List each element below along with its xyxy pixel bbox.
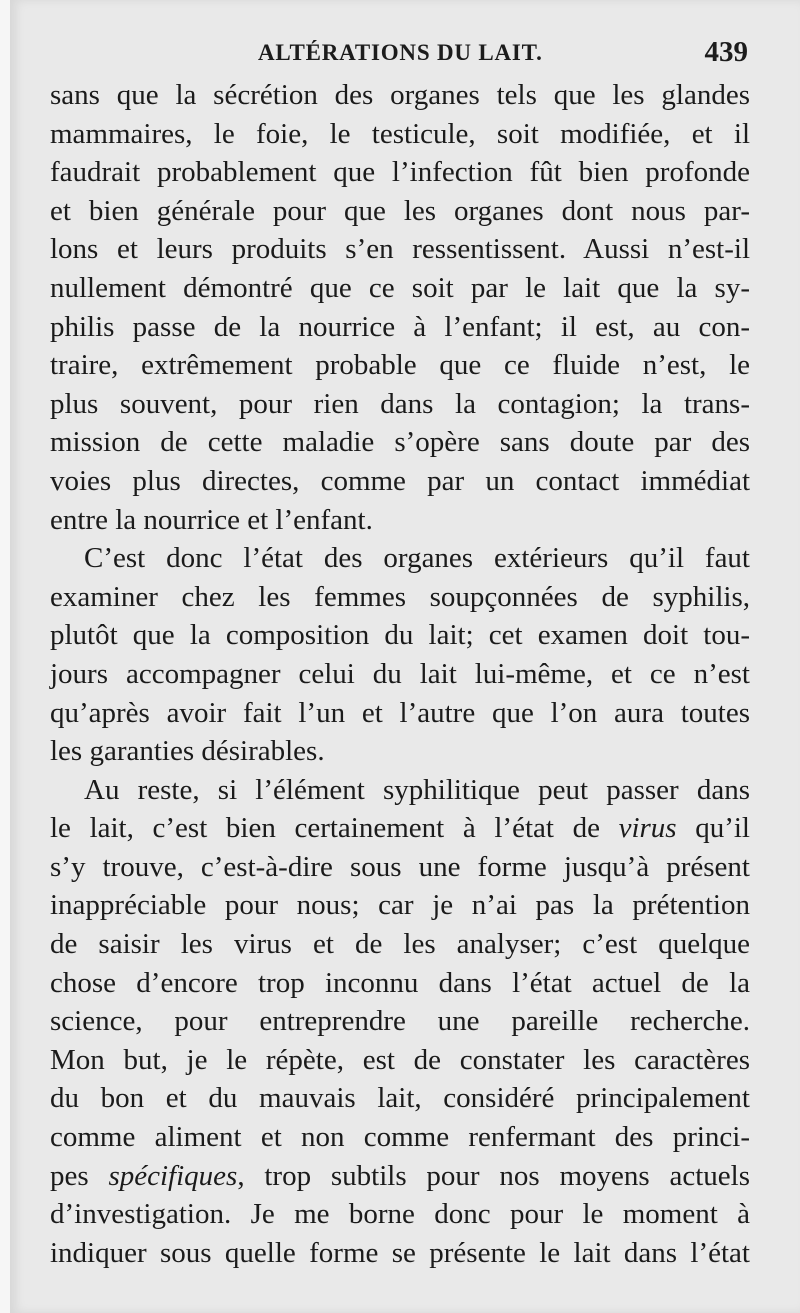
page-left-margin: [0, 0, 10, 1313]
text-line: jours accompagner celui du lait lui-même, et ce n’est: [50, 657, 750, 690]
text-line: et bien générale pour que les organes dont nous par-: [50, 194, 750, 227]
text-fragment: , trop subtils pour nos moyens actuels: [237, 1159, 750, 1192]
text-line: plutôt que la composition du lait; cet examen doit tou-: [50, 619, 750, 652]
page-number: 439: [704, 36, 748, 68]
page-header: [50, 36, 750, 76]
italic-term: spécifiques: [108, 1159, 238, 1192]
text-line: examiner chez les femmes soupçonnées de syphilis,: [50, 580, 750, 613]
text-line: mammaires, le foie, le testicule, soit modifiée, et il: [50, 117, 750, 150]
text-line-with-italic: [50, 1157, 750, 1196]
text-fragment: pes: [50, 1159, 89, 1192]
text-line: comme aliment et non comme renfermant des princi-: [50, 1121, 750, 1154]
text-line: traire, extrêmement probable que ce fluide n’est, le: [50, 349, 750, 382]
text-line: C’est donc l’état des organes extérieurs qu’il faut: [84, 542, 750, 575]
text-line-with-italic: [50, 809, 750, 848]
body-text: [50, 76, 750, 1272]
text-line: d’investigation. Je me borne donc pour le moment à: [50, 1198, 750, 1231]
text-line: voies plus directes, comme par un contact immédiat: [50, 464, 750, 497]
text-line: nullement démontré que ce soit par le lait que la sy-: [50, 271, 750, 304]
text-line: Au reste, si l’élément syphilitique peut passer dans: [84, 773, 750, 806]
text-line: du bon et du mauvais lait, considéré principalement: [50, 1082, 750, 1115]
text-line: lons et leurs produits s’en ressentissent. Aussi n’est-il: [50, 233, 750, 266]
text-line: s’y trouve, c’est-à-dire sous une forme jusqu’à présent: [50, 850, 750, 883]
text-line: philis passe de la nourrice à l’enfant; il est, au con-: [50, 310, 750, 343]
text-fragment: le lait, c’est bien certainement à l’état de: [50, 812, 600, 845]
text-line: entre la nourrice et l’enfant.: [50, 503, 373, 536]
text-fragment: qu’il: [695, 812, 750, 845]
text-line: chose d’encore trop inconnu dans l’état actuel de la: [50, 966, 750, 999]
text-line: de saisir les virus et de les analyser; c’est quelque: [50, 928, 750, 961]
text-line: sans que la sécrétion des organes tels que les glandes: [50, 79, 750, 111]
text-line: les garanties désirables.: [50, 735, 325, 768]
text-line: mission de cette maladie s’opère sans doute par des: [50, 426, 750, 459]
text-line: faudrait probablement que l’infection fût bien profonde: [50, 156, 750, 189]
text-line: Mon but, je le répète, est de constater les caractères: [50, 1043, 750, 1076]
running-head: ALTÉRATIONS DU LAIT.: [258, 40, 543, 65]
text-line: plus souvent, pour rien dans la contagion; la trans-: [50, 387, 750, 420]
italic-term: virus: [618, 812, 677, 845]
text-line: qu’après avoir fait l’un et l’autre que l’on aura toutes: [50, 696, 750, 729]
text-line: science, pour entreprendre une pareille recherche.: [50, 1005, 750, 1038]
text-line: indiquer sous quelle forme se présente le lait dans l’état: [50, 1236, 750, 1269]
text-line: inappréciable pour nous; car je n’ai pas la prétention: [50, 889, 750, 922]
